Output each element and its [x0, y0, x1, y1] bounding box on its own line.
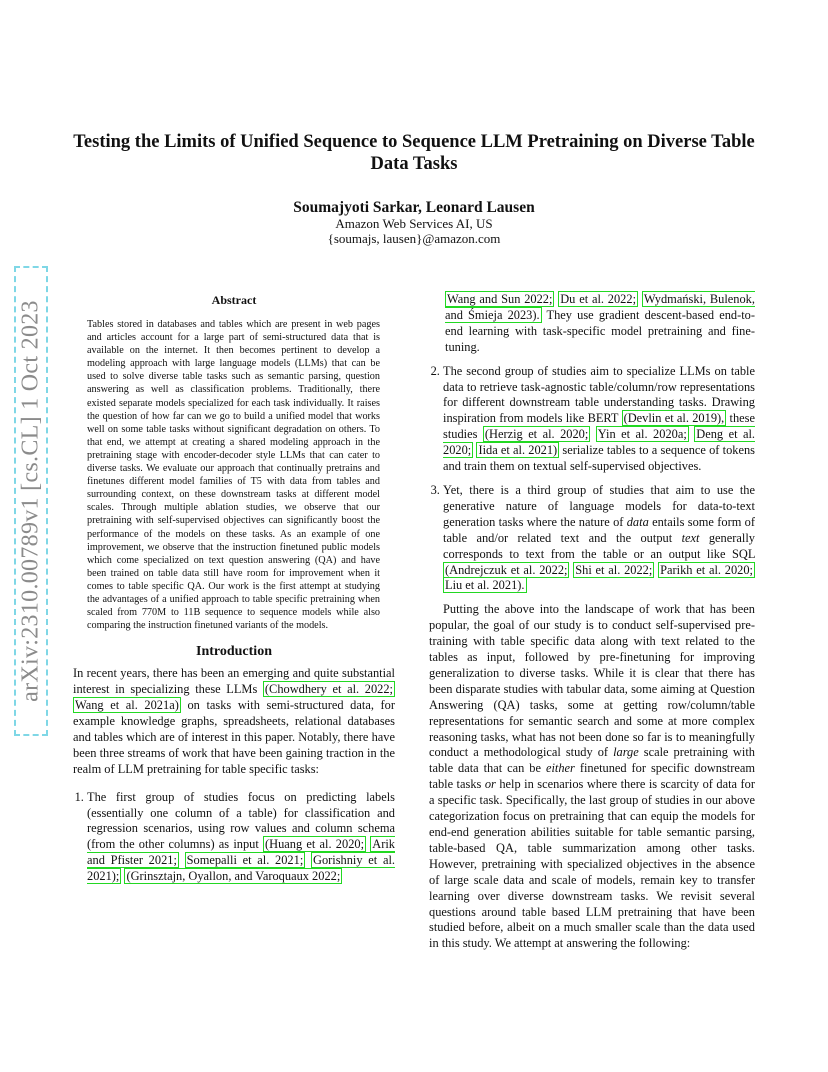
citation-link[interactable]: (Herzig et al. 2020;: [484, 427, 589, 442]
citation-link[interactable]: Wydmański, Bulenok, and Śmieja 2023).: [445, 292, 755, 322]
list-item: [443, 483, 755, 594]
citation-link[interactable]: Wang et al. 2021a): [75, 698, 179, 713]
list-item: [87, 790, 395, 885]
item2-text-d: serialize tables to a sequence of tokens and train them on textual self-supervised objectives.: [443, 443, 755, 474]
citation-link[interactable]: Yin et al. 2020a;: [597, 427, 687, 442]
item3-text-c: generally corresponds to text from the table or an output like SQL: [443, 530, 755, 561]
citation-link[interactable]: Du et al. 2022;: [560, 292, 637, 306]
intro-text-a: In recent years, there has been an emerging and quite substantial interest in specializing these LLMs: [73, 666, 395, 697]
author-email: {soumajs, lausen}@amazon.com: [327, 231, 501, 246]
emphasis: text: [681, 530, 700, 545]
list-item: [443, 364, 755, 475]
intro-text-b: on tasks with semi-structured data, for example knowledge graphs, spreadsheets, relational databases and tables which are of interest in this paper. Notably, there have been three streams of work that have been gaining traction in the realm of LLM pretraining for table specific tasks:: [73, 698, 395, 776]
item3-text-a: Yet, there is a third group of studies that aim to use the generative nature of language models for data-to-text generation tasks where the nature of: [443, 482, 755, 529]
landscape-paragraph: [429, 602, 755, 952]
studies-list-continued: [429, 364, 755, 595]
citation-link[interactable]: (Andrejczuk et al. 2022;: [445, 562, 568, 577]
paper-authors: Soumajyoti Sarkar, Leonard Lausen: [293, 199, 535, 216]
abstract-heading: Abstract: [211, 293, 257, 307]
citation-link[interactable]: Arik and Pfister 2021;: [87, 837, 395, 868]
continuation-text: They use gradient descent-based end-to-end learning with task-specific model pretraining and fine-tuning.: [445, 307, 755, 354]
citation-link[interactable]: Shi et al. 2022;: [575, 562, 653, 577]
right-column: [429, 292, 755, 952]
item3-text-b: entails some form of table and/or related text and the output: [443, 514, 755, 545]
emphasis: large: [613, 745, 639, 760]
para-text-d: help in scenarios where there is scarcity of data for a specific task. Specifically, the last group of studies in our above categorization focus on pretraining that can equip the models for end-end generation abilities suitable for table semantic parsing, table-based QA, table summarization among other tasks. However, pretraining with specialized objectives in the absence of large scale data and scale of models, remain key to transfer learning over diverse downstream tasks. We revisit several questions around table based LLM pretraining that have been studied before, albeit on a much smaller scale than the data used in this study. We attempt at answering the following:: [429, 777, 755, 951]
intro-paragraph: [73, 666, 395, 777]
para-text-b: scale pretraining with table data that can be: [429, 745, 755, 776]
emphasis: data: [626, 514, 649, 529]
author-affiliation: Amazon Web Services AI, US: [335, 216, 493, 231]
item2-text-b: these studies: [443, 411, 755, 442]
list-continuation: [445, 292, 755, 356]
citation-link[interactable]: (Grinsztajn, Oyallon, and Varoquaux 2022;: [126, 869, 341, 884]
arxiv-identifier: arXiv:2310.00789v1 [cs.CL] 1 Oct 2023: [17, 300, 44, 702]
item1-text: The first group of studies focus on predicting labels (essentially one column of a table) for classification and regression scenarios, using row values and column schema (from the other columns) as input: [87, 789, 395, 852]
paper-title: Testing the Limits of Unified Sequence to Sequence LLM Pretraining on Diverse Table Data Tasks: [73, 132, 755, 174]
citation-link[interactable]: Deng et al. 2020;: [443, 427, 756, 458]
para-text-c: finetuned for specific downstream table tasks: [429, 761, 755, 792]
item2-text-a: The second group of studies aim to specialize LLMs on table data to retrieve task-agnostic table/column/row representations for different downstream table understanding tasks. Drawing inspiration from models like BERT: [443, 363, 755, 426]
citation-link[interactable]: Parikh et al. 2020;: [660, 562, 753, 577]
citation-link[interactable]: (Devlin et al. 2019),: [623, 411, 725, 426]
emphasis: either: [545, 761, 575, 776]
citation-link[interactable]: Gorishniy et al. 2021);: [87, 853, 395, 884]
introduction-heading: Introduction: [196, 644, 272, 660]
citation-link[interactable]: Wang and Sun 2022;: [447, 292, 553, 306]
citation-link[interactable]: (Chowdhery et al. 2022;: [264, 682, 393, 697]
studies-list: [73, 790, 395, 885]
citation-link[interactable]: Liu et al. 2021).: [445, 578, 525, 593]
arxiv-sidebar-stamp[interactable]: [14, 266, 48, 736]
citation-link[interactable]: Iida et al. 2021): [478, 443, 558, 458]
left-column: [73, 290, 395, 893]
citation-link[interactable]: Somepalli et al. 2021;: [186, 853, 304, 868]
citation-link[interactable]: (Huang et al. 2020;: [265, 837, 365, 852]
abstract-text: Tables stored in databases and tables which are present in web pages and articles account for a large part of semi-structured data that is available on the internet. It then becomes pertinent to develop a modeling approach with large language models (LLMs) that can be used to solve diverse table tasks such as semantic parsing, question answering as well as classification problems. Traditionally, there existed separate models specialized for each task individually. It raises the question of how far can we go to build a unified model that works well on some table tasks without significant degradation on others. To that end, we attempt at creating a shared modeling approach in the pretraining stage with encoder-decoder style LLMs that can cater to diverse tasks. We evaluate our approach that continually pretrains and finetunes different model families of T5 with data from tables and surrounding context, on these downstream tasks at different model scales. Through multiple ablation studies, we observe that our pretraining with self-supervised objectives can significantly boost the performance of the models on these tasks. As an example of one improvement, we observe that the instruction finetuned public models which come specialized on text question answering (QA) and have been trained on table data still have room for improvement when it comes to table specific QA. Our work is the first attempt at studying the advantages of a unified approach to table specific pretraining when scaled from 770M to 11B sequence to sequence models while also comparing the instruction finetuned variants of the models.: [87, 319, 380, 632]
para-text-a: Putting the above into the landscape of work that has been popular, the goal of our study is to conduct self-supervised pre-training with table specific data along with text related to the tables as input, followed by pre-finetuning for improving generalization to diverse tasks. While it is clear that there has been disparate studies with tabular data, some aiming at Question Answering (QA) tasks, some at getting row/column/table representations for semantic search and some at more complex reasoning tasks, what has not been done so far is to meaningfully conduct a methodological study of: [429, 602, 755, 760]
emphasis: or: [484, 777, 496, 792]
